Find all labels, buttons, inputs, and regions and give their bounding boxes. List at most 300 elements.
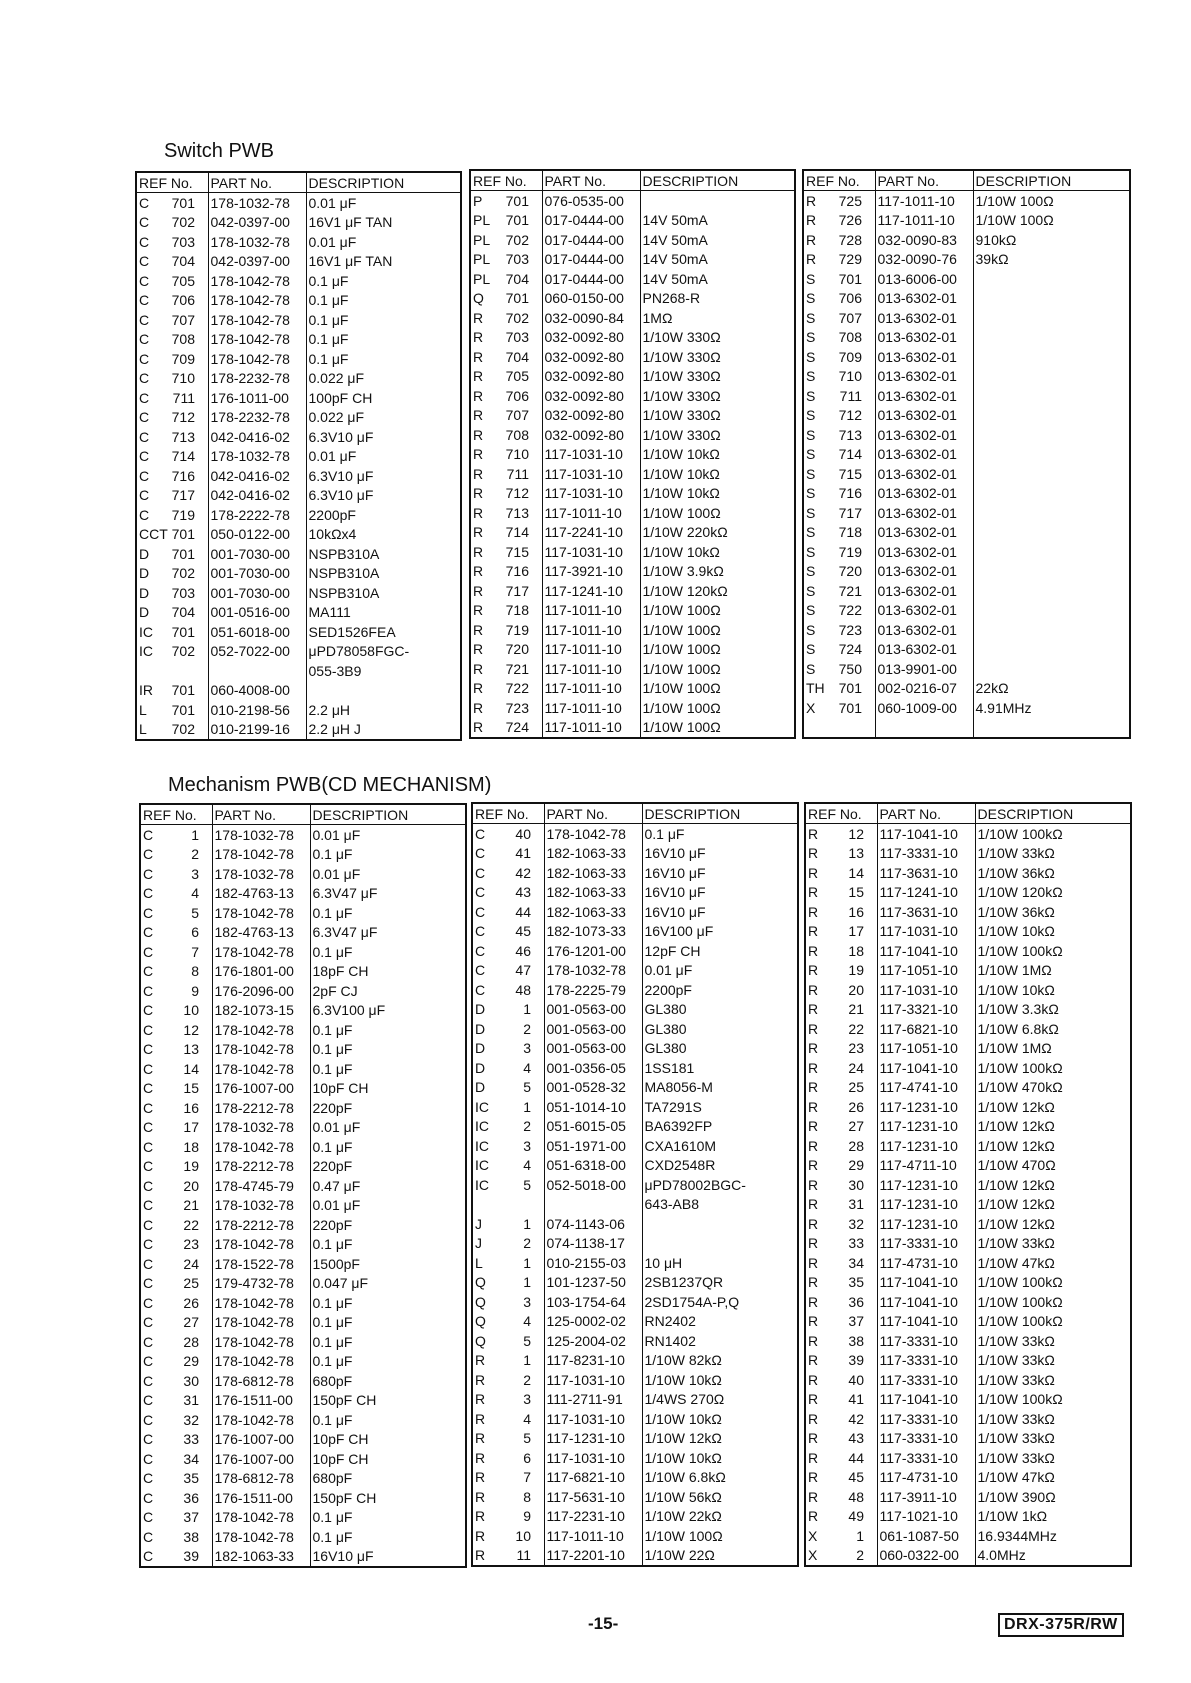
ref-number: 15 [183,1080,199,1097]
ref-prefix: IC [139,623,153,640]
part-number-cell: 032-0090-83 [875,230,973,250]
description-cell: RN1402 [644,1332,696,1349]
ref-cell [140,1313,212,1333]
ref-prefix: C [143,1080,154,1097]
table-row [470,425,795,445]
ref-number: 724 [505,719,529,736]
table-row [470,308,795,328]
ref-cell [805,902,877,922]
table-row [136,603,461,623]
part-number-cell: 013-6302-01 [875,581,973,601]
ref-number: 709 [171,350,195,367]
part-number-cell: 042-0397-00 [208,213,306,233]
part-number-cell: 125-0002-02 [544,1312,642,1332]
table-row [140,825,466,845]
description-cell: 1/10W 6.8kΩ [644,1469,726,1486]
table-row [472,922,798,942]
table-row [140,1371,466,1391]
table-row [803,445,1130,465]
part-number-cell: 013-6302-01 [875,542,973,562]
part-number-cell: 178-1042-78 [212,1527,310,1547]
ref-cell [470,250,542,270]
part-number-cell: 117-1041-10 [877,1312,975,1332]
part-number-cell: 002-0216-07 [875,679,973,699]
ref-number: 35 [183,1470,199,1487]
part-number-cell: 032-0092-80 [542,328,640,348]
ref-prefix: C [143,963,154,980]
ref-number: 704 [171,604,195,621]
ref-cell [805,824,877,844]
ref-prefix: R [475,1449,486,1466]
ref-prefix: R [808,825,819,842]
ref-number: 701 [171,526,195,543]
table-row [805,883,1131,903]
table-row [136,213,461,233]
ref-cell [472,1117,544,1137]
ref-prefix: R [806,231,817,248]
header-ref: REF No. [470,170,542,191]
part-number-cell: 117-1031-10 [877,922,975,942]
ref-cell [140,962,212,982]
ref-number: 3 [523,1293,531,1310]
description-cell: 16V1 μF TAN [308,214,393,231]
ref-cell [140,1508,212,1528]
ref-cell [472,1546,544,1567]
part-number-cell: 017-0444-00 [542,230,640,250]
description-cell [973,562,1130,582]
ref-prefix: R [473,563,484,580]
part-number-cell: 117-1041-10 [877,1058,975,1078]
description-cell: 1/10W 33kΩ [977,1371,1055,1388]
ref-prefix: R [808,1508,819,1525]
part-number-cell: 051-1014-10 [544,1097,642,1117]
description-cell: 1/10W 100Ω [975,212,1054,229]
ref-prefix: C [139,409,150,426]
description-cell [973,289,1130,309]
ref-cell [803,542,875,562]
ref-prefix: R [808,1391,819,1408]
table-row [470,386,795,406]
part-number-cell: 117-3631-10 [877,863,975,883]
table-row [470,406,795,426]
part-number-cell: 051-6318-00 [544,1156,642,1176]
ref-cell [470,503,542,523]
part-number-cell: 178-1042-78 [212,1293,310,1313]
part-number-cell: 176-1007-00 [212,1430,310,1450]
ref-prefix: R [808,1001,819,1018]
ref-number: 725 [838,192,862,209]
table-row [140,1215,466,1235]
table-row [472,1136,798,1156]
table-row [470,328,795,348]
part-number-cell: 178-1042-78 [212,1235,310,1255]
ref-cell [472,1214,544,1234]
description-cell: 0.1 μF [312,1509,353,1526]
part-number-cell: 117-1041-10 [877,941,975,961]
ref-prefix: R [473,699,484,716]
description-cell [973,464,1130,484]
table-row [472,980,798,1000]
description-cell: SED1526FEA [308,623,396,640]
description-cell: 1/10W 330Ω [642,368,721,385]
ref-prefix: R [475,1371,486,1388]
description-cell: GL380 [644,1020,687,1037]
ref-prefix: C [139,389,150,406]
ref-number: 714 [171,448,195,465]
part-number-cell: 017-0444-00 [542,250,640,270]
ref-number: 719 [505,621,529,638]
ref-prefix: R [808,1488,819,1505]
part-number-cell: 117-3331-10 [877,1409,975,1429]
ref-number: 3 [523,1391,531,1408]
part-number-cell: 013-6302-01 [875,640,973,660]
ref-number: 717 [838,504,862,521]
part-number-cell: 176-1511-00 [212,1488,310,1508]
part-number-cell: 117-3331-10 [877,1448,975,1468]
part-number-cell: 013-6006-00 [875,269,973,289]
description-cell: 0.1 μF [308,331,349,348]
table-row [136,720,461,741]
ref-number: 25 [848,1079,864,1096]
ref-prefix: R [808,1313,819,1330]
ref-cell [470,562,542,582]
description-cell: 1/10W 6.8kΩ [977,1020,1059,1037]
table-row [805,1195,1131,1215]
ref-number: 4 [523,1313,531,1330]
part-number-cell: 117-1231-10 [877,1097,975,1117]
part-number-cell: 117-1241-10 [877,883,975,903]
description-cell: 22kΩ [975,680,1009,697]
model-number: DRX-375R/RW [998,1613,1124,1637]
ref-cell [472,1097,544,1117]
ref-cell [136,564,208,584]
table-row [136,232,461,252]
part-number-cell: 178-1032-78 [212,864,310,884]
part-number-cell: 178-2222-78 [208,505,306,525]
table-row [472,1507,798,1527]
ref-cell [140,1215,212,1235]
description-cell: 1/10W 36kΩ [977,903,1055,920]
ref-cell [470,464,542,484]
part-number-cell: 178-1032-78 [544,961,642,981]
header-ref: REF No. [136,172,208,193]
part-number-cell: 182-1063-33 [544,883,642,903]
ref-cell [472,1234,544,1254]
table-row [805,1000,1131,1020]
part-number-cell: 178-6812-78 [212,1371,310,1391]
ref-cell [805,1487,877,1507]
description-cell: 1/10W 12kΩ [977,1196,1055,1213]
part-number-cell: 013-6302-01 [875,445,973,465]
table-row [140,962,466,982]
table-row [140,1079,466,1099]
ref-prefix: R [808,1215,819,1232]
ref-number: 704 [505,348,529,365]
description-cell: 680pF [312,1372,353,1389]
table-row [803,269,1130,289]
ref-prefix: C [143,1099,154,1116]
ref-number: 29 [183,1353,199,1370]
ref-cell [472,883,544,903]
part-number-cell: 117-1011-10 [542,620,640,640]
ref-cell [803,347,875,367]
ref-number: 719 [171,506,195,523]
description-cell: 1/10W 10kΩ [642,446,720,463]
ref-cell [472,1078,544,1098]
table-row [136,466,461,486]
ref-prefix: D [139,545,150,562]
ref-number: 44 [515,903,531,920]
ref-prefix: C [143,1333,154,1350]
part-number-cell: 117-3331-10 [877,1331,975,1351]
part-number-cell: 001-0356-05 [544,1058,642,1078]
table-row [470,464,795,484]
table-row [805,1487,1131,1507]
ref-prefix: S [806,348,816,365]
ref-number: 8 [191,963,199,980]
ref-number: 709 [838,348,862,365]
ref-number: 11 [516,1547,531,1564]
ref-number: 714 [838,446,862,463]
description-cell: 100pF CH [308,389,373,406]
description-cell: 1/10W 100kΩ [977,825,1063,842]
ref-number: 31 [183,1392,199,1409]
part-number-cell: 117-1011-10 [544,1526,642,1546]
part-number-cell: 013-6302-01 [875,308,973,328]
ref-prefix: R [473,582,484,599]
part-number-cell: 032-0092-80 [542,386,640,406]
part-number-cell: 178-1042-78 [212,942,310,962]
part-number-cell: 117-4711-10 [877,1156,975,1176]
part-number-cell: 017-0444-00 [542,269,640,289]
description-cell: 150pF CH [312,1489,377,1506]
ref-cell [470,601,542,621]
ref-number: 710 [505,446,529,463]
ref-prefix: C [143,1411,154,1428]
part-number-cell: 179-4732-78 [212,1274,310,1294]
ref-number: 38 [848,1332,864,1349]
ref-cell [472,1312,544,1332]
description-cell: 1/10W 390Ω [977,1488,1056,1505]
description-cell: TA7291S [644,1098,702,1115]
description-cell: 0.01 μF [312,1197,361,1214]
description-cell: 220pF [312,1099,353,1116]
ref-number: 716 [171,467,195,484]
ref-prefix: IC [475,1098,489,1115]
ref-prefix: X [808,1527,818,1544]
ref-cell [140,845,212,865]
table-row [805,1312,1131,1332]
description-cell: 10 μH [644,1254,683,1271]
description-cell: 6.3V47 μF [312,924,378,941]
ref-number: 36 [183,1489,199,1506]
ref-cell [140,1430,212,1450]
description-cell: 4.0MHz [977,1547,1026,1564]
part-number-cell: 178-1032-78 [208,447,306,467]
part-number-cell: 178-1032-78 [212,1118,310,1138]
part-number-cell: 117-3331-10 [877,844,975,864]
ref-prefix: C [475,903,486,920]
description-cell: 2.2 μH J [308,721,361,738]
description-cell [973,581,1130,601]
ref-number: 721 [505,660,529,677]
ref-number: 23 [183,1236,199,1253]
table-row [140,923,466,943]
part-number-cell: 001-0563-00 [544,1000,642,1020]
ref-cell [472,1448,544,1468]
description-cell: 1/10W 100Ω [642,621,721,638]
table-row [140,1430,466,1450]
ref-prefix: C [475,825,486,842]
ref-number: 27 [183,1314,199,1331]
part-number-cell: 178-1042-78 [212,1352,310,1372]
part-number-cell: 117-6821-10 [877,1019,975,1039]
ref-prefix: C [143,885,154,902]
description-cell: 1/10W 100kΩ [977,1059,1063,1076]
mechanism-table-2 [471,802,799,1567]
table-row [805,1097,1131,1117]
ref-cell [140,1547,212,1568]
table-row [140,1157,466,1177]
part-number-cell: 178-2212-78 [212,1157,310,1177]
ref-number: 17 [848,923,864,940]
part-number-cell: 178-1042-78 [212,1313,310,1333]
description-cell: 1/10W 470Ω [977,1157,1056,1174]
description-cell [973,659,1130,679]
ref-cell [805,1351,877,1371]
description-cell: 1/10W 100Ω [644,1527,723,1544]
ref-prefix: R [473,407,484,424]
ref-cell [472,1156,544,1176]
part-number-cell: 182-1063-33 [544,902,642,922]
ref-prefix: IC [139,643,153,660]
ref-number: 701 [838,270,862,287]
header-ref: REF No. [803,170,875,191]
ref-cell [803,328,875,348]
ref-number: 46 [515,942,531,959]
ref-number: 13 [848,845,864,862]
ref-number: 28 [848,1137,864,1154]
table-row [472,902,798,922]
header-part: PART No. [212,804,310,825]
table-row [136,369,461,389]
ref-number: 704 [505,270,529,287]
ref-prefix: R [808,864,819,881]
ref-number: 19 [183,1158,199,1175]
ref-cell [805,1468,877,1488]
table-row [805,1370,1131,1390]
ref-cell [136,252,208,272]
table-row [136,642,461,662]
ref-prefix: S [806,309,816,326]
part-number-cell: 060-1009-00 [875,698,973,718]
ref-cell [140,884,212,904]
ref-number: 701 [838,699,862,716]
description-cell: 1/10W 22Ω [644,1547,715,1564]
part-number-cell: 060-0322-00 [877,1546,975,1567]
table-row [472,1019,798,1039]
ref-number: 27 [848,1118,864,1135]
ref-number: 41 [848,1391,864,1408]
header-ref: REF No. [140,804,212,825]
part-number-cell: 117-1011-10 [875,211,973,231]
ref-prefix: S [806,602,816,619]
part-number-cell: 182-1073-33 [544,922,642,942]
ref-cell [805,1273,877,1293]
ref-number: 716 [838,485,862,502]
ref-cell [805,961,877,981]
description-cell: 0.01 μF [312,865,361,882]
table-row [136,564,461,584]
description-cell: 1/10W 12kΩ [977,1098,1055,1115]
ref-prefix: C [143,1216,154,1233]
table-row [136,349,461,369]
table-row [140,1020,466,1040]
ref-prefix: S [806,660,816,677]
part-number-cell: 052-7022-00 [208,642,306,662]
ref-prefix: R [475,1430,486,1447]
ref-cell [136,310,208,330]
ref-number: 20 [848,981,864,998]
description-cell: 1/4WS 270Ω [644,1391,725,1408]
ref-number: 1 [523,1215,531,1232]
ref-prefix: C [139,194,150,211]
ref-prefix: R [473,465,484,482]
description-cell [973,503,1130,523]
description-cell: 1/10W 330Ω [642,348,721,365]
table-row [805,1448,1131,1468]
part-number-cell: 176-1007-00 [212,1449,310,1469]
description-cell [973,523,1130,543]
description-cell: 0.1 μF [312,1138,353,1155]
description-cell: 1/10W 120kΩ [977,884,1063,901]
table-row [470,503,795,523]
table-row [140,1391,466,1411]
ref-cell [136,486,208,506]
description-cell: 16V10 μF [644,845,706,862]
ref-cell [472,941,544,961]
ref-prefix: S [806,524,816,541]
ref-prefix: R [808,1196,819,1213]
table-row [803,640,1130,660]
table-row [803,484,1130,504]
ref-cell [136,330,208,350]
table-row [805,1507,1131,1527]
ref-prefix: J [475,1215,482,1232]
ref-number: 2 [523,1118,531,1135]
part-number-cell: 117-1031-10 [542,542,640,562]
table-row [805,1078,1131,1098]
ref-cell [140,1274,212,1294]
ref-cell [470,425,542,445]
table-row [470,542,795,562]
description-cell: CXD2548R [644,1157,716,1174]
part-number-cell: 117-2201-10 [544,1546,642,1567]
header-ref: REF No. [472,803,544,824]
description-cell: μPD78058FGC- [308,643,410,660]
ref-number: 2 [523,1371,531,1388]
table-row [803,698,1130,718]
description-cell: 1/10W 10kΩ [977,923,1055,940]
ref-prefix: R [808,1079,819,1096]
part-number-cell: 117-1031-10 [544,1370,642,1390]
ref-prefix: C [139,233,150,250]
ref-cell [140,1059,212,1079]
ref-cell [472,1331,544,1351]
part-number-cell: 117-1031-10 [877,980,975,1000]
description-cell: 6.3V10 μF [308,467,374,484]
ref-cell [140,1098,212,1118]
